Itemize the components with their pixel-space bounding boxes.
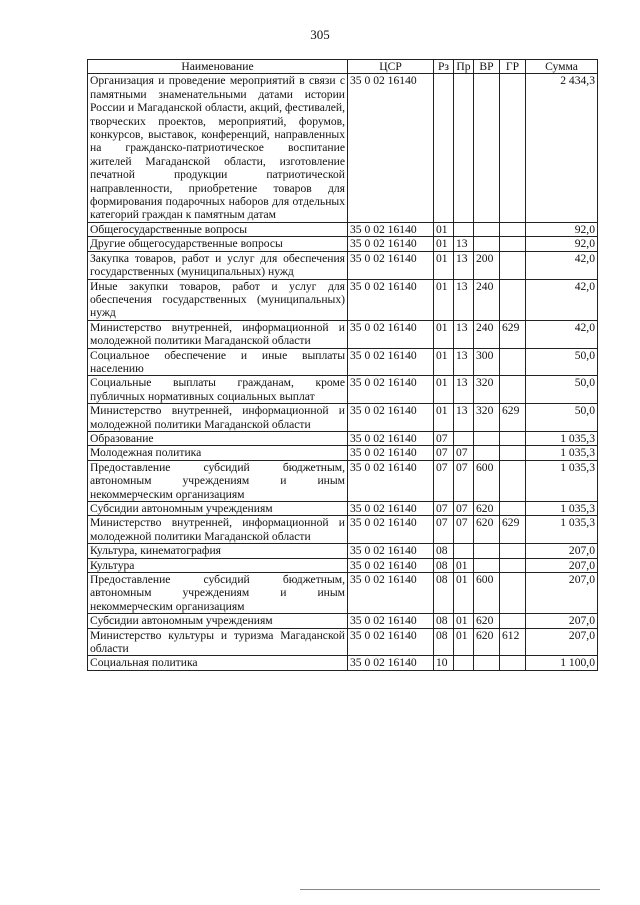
- cell-gr: [500, 544, 526, 558]
- cell-rz: 08: [434, 573, 454, 614]
- cell-pr: 07: [454, 502, 474, 516]
- cell-vr: [474, 656, 500, 670]
- cell-vr: [474, 74, 500, 222]
- table-row: [88, 460, 598, 501]
- cell-rz: 01: [434, 348, 454, 376]
- cell-sum: 1 035,3: [526, 431, 598, 445]
- cell-csr: 35 0 02 16140: [348, 628, 434, 656]
- cell-csr: 35 0 02 16140: [348, 74, 434, 222]
- cell-rz: 01: [434, 237, 454, 251]
- cell-name: Субсидии автономным учреждениям: [88, 614, 348, 628]
- cell-rz: 01: [434, 376, 454, 404]
- cell-pr: [454, 656, 474, 670]
- cell-vr: [474, 431, 500, 445]
- cell-vr: 600: [474, 573, 500, 614]
- cell-pr: [454, 222, 474, 236]
- table-row: [88, 320, 598, 348]
- table-row: [88, 502, 598, 516]
- cell-gr: [500, 502, 526, 516]
- cell-sum: 50,0: [526, 376, 598, 404]
- table-row: [88, 376, 598, 404]
- cell-sum: 42,0: [526, 279, 598, 320]
- table-row: [88, 279, 598, 320]
- cell-vr: 620: [474, 614, 500, 628]
- cell-vr: 620: [474, 502, 500, 516]
- table-row: [88, 251, 598, 279]
- cell-pr: 01: [454, 628, 474, 656]
- cell-pr: [454, 544, 474, 558]
- cell-rz: 01: [434, 404, 454, 432]
- table-row: [88, 222, 598, 236]
- cell-gr: 629: [500, 320, 526, 348]
- cell-name: Министерство внутренней, информационной и молодежной политики Магаданской области: [88, 404, 348, 432]
- cell-pr: 01: [454, 573, 474, 614]
- cell-gr: [500, 74, 526, 222]
- cell-rz: 08: [434, 614, 454, 628]
- header-csr: ЦСР: [348, 60, 434, 74]
- cell-pr: 13: [454, 320, 474, 348]
- cell-name: Молодежная политика: [88, 446, 348, 460]
- cell-pr: 07: [454, 460, 474, 501]
- cell-sum: 207,0: [526, 573, 598, 614]
- cell-pr: 07: [454, 446, 474, 460]
- cell-rz: 07: [434, 502, 454, 516]
- cell-gr: 629: [500, 404, 526, 432]
- table-row: [88, 614, 598, 628]
- cell-name: Общегосударственные вопросы: [88, 222, 348, 236]
- cell-csr: 35 0 02 16140: [348, 222, 434, 236]
- cell-gr: [500, 558, 526, 572]
- cell-sum: 207,0: [526, 558, 598, 572]
- cell-vr: 320: [474, 404, 500, 432]
- cell-csr: 35 0 02 16140: [348, 558, 434, 572]
- cell-pr: [454, 431, 474, 445]
- cell-csr: 35 0 02 16140: [348, 376, 434, 404]
- cell-rz: [434, 74, 454, 222]
- cell-sum: 207,0: [526, 544, 598, 558]
- cell-sum: 92,0: [526, 222, 598, 236]
- table-row: [88, 348, 598, 376]
- cell-name: Субсидии автономным учреждениям: [88, 502, 348, 516]
- cell-pr: 13: [454, 251, 474, 279]
- header-name: Наименование: [88, 60, 348, 74]
- table-header-row: [88, 60, 598, 74]
- cell-sum: 50,0: [526, 404, 598, 432]
- cell-vr: 240: [474, 279, 500, 320]
- cell-gr: [500, 279, 526, 320]
- table-row: [88, 237, 598, 251]
- cell-csr: 35 0 02 16140: [348, 460, 434, 501]
- cell-sum: 207,0: [526, 628, 598, 656]
- cell-csr: 35 0 02 16140: [348, 446, 434, 460]
- header-vr: ВР: [474, 60, 500, 74]
- table-row: [88, 404, 598, 432]
- page-number: 305: [310, 27, 330, 42]
- cell-csr: 35 0 02 16140: [348, 516, 434, 544]
- cell-sum: 42,0: [526, 320, 598, 348]
- cell-rz: 07: [434, 460, 454, 501]
- cell-vr: [474, 544, 500, 558]
- cell-sum: 1 035,3: [526, 446, 598, 460]
- cell-vr: 620: [474, 516, 500, 544]
- cell-rz: 07: [434, 446, 454, 460]
- cell-sum: 1 035,3: [526, 460, 598, 501]
- cell-rz: 07: [434, 431, 454, 445]
- cell-pr: 13: [454, 376, 474, 404]
- cell-name: Министерство внутренней, информационной и молодежной политики Магаданской области: [88, 320, 348, 348]
- header-rz: Рз: [434, 60, 454, 74]
- cell-rz: 01: [434, 251, 454, 279]
- table-row: [88, 431, 598, 445]
- cell-gr: [500, 348, 526, 376]
- cell-name: Социальная политика: [88, 656, 348, 670]
- cell-name: Образование: [88, 431, 348, 445]
- cell-rz: 01: [434, 222, 454, 236]
- cell-pr: 01: [454, 614, 474, 628]
- cell-csr: 35 0 02 16140: [348, 656, 434, 670]
- cell-sum: 2 434,3: [526, 74, 598, 222]
- cell-name: Социальное обеспечение и иные выплаты населению: [88, 348, 348, 376]
- cell-csr: 35 0 02 16140: [348, 573, 434, 614]
- cell-gr: [500, 222, 526, 236]
- cell-pr: 13: [454, 348, 474, 376]
- table-row: [88, 446, 598, 460]
- cell-rz: 08: [434, 558, 454, 572]
- cell-gr: [500, 251, 526, 279]
- cell-name: Организация и проведение мероприятий в связи с памятными знаменательными датами истории России и Магаданской области, акций, фестивалей, творческих проектов, мероприятий, форумов, конкурсов, выставок, конференций, направленных на гражданско-патриотическое воспитание жителей Магаданской области, изготовление печатной продукции патриотической направленности, приобретение товаров для формирования подарочных наборов для отдельных категорий граждан к памятным датам: [88, 74, 348, 222]
- cell-pr: 13: [454, 279, 474, 320]
- table-row: [88, 656, 598, 670]
- cell-csr: 35 0 02 16140: [348, 431, 434, 445]
- cell-gr: [500, 237, 526, 251]
- cell-vr: 300: [474, 348, 500, 376]
- budget-table: [87, 59, 598, 671]
- cell-csr: 35 0 02 16140: [348, 251, 434, 279]
- header-gr: ГР: [500, 60, 526, 74]
- cell-vr: 620: [474, 628, 500, 656]
- cell-rz: 08: [434, 544, 454, 558]
- cell-csr: 35 0 02 16140: [348, 279, 434, 320]
- cell-sum: 42,0: [526, 251, 598, 279]
- table-row: [88, 544, 598, 558]
- cell-csr: 35 0 02 16140: [348, 237, 434, 251]
- cell-sum: 92,0: [526, 237, 598, 251]
- cell-vr: 600: [474, 460, 500, 501]
- cell-vr: 200: [474, 251, 500, 279]
- cell-pr: 01: [454, 558, 474, 572]
- cell-name: Предоставление субсидий бюджетным, автономным учреждениям и иным некоммерческим организациям: [88, 460, 348, 501]
- table-row: [88, 573, 598, 614]
- cell-pr: 13: [454, 404, 474, 432]
- cell-sum: 1 035,3: [526, 516, 598, 544]
- cell-name: Закупка товаров, работ и услуг для обеспечения государственных (муниципальных) нужд: [88, 251, 348, 279]
- cell-pr: [454, 74, 474, 222]
- cell-vr: 320: [474, 376, 500, 404]
- cell-name: Культура, кинематография: [88, 544, 348, 558]
- cell-gr: [500, 460, 526, 501]
- cell-rz: 07: [434, 516, 454, 544]
- cell-sum: 1 100,0: [526, 656, 598, 670]
- cell-sum: 1 035,3: [526, 502, 598, 516]
- cell-gr: [500, 656, 526, 670]
- cell-csr: 35 0 02 16140: [348, 320, 434, 348]
- cell-gr: [500, 446, 526, 460]
- cell-rz: 08: [434, 628, 454, 656]
- cell-name: Предоставление субсидий бюджетным, автономным учреждениям и иным некоммерческим организациям: [88, 573, 348, 614]
- cell-gr: [500, 376, 526, 404]
- cell-vr: 240: [474, 320, 500, 348]
- cell-sum: 207,0: [526, 614, 598, 628]
- cell-gr: 629: [500, 516, 526, 544]
- cell-vr: [474, 558, 500, 572]
- footer-divider: [300, 889, 600, 890]
- cell-name: Министерство внутренней, информационной и молодежной политики Магаданской области: [88, 516, 348, 544]
- cell-vr: [474, 222, 500, 236]
- table-row: [88, 74, 598, 222]
- cell-name: Другие общегосударственные вопросы: [88, 237, 348, 251]
- cell-pr: 07: [454, 516, 474, 544]
- cell-rz: 10: [434, 656, 454, 670]
- cell-csr: 35 0 02 16140: [348, 544, 434, 558]
- cell-rz: 01: [434, 279, 454, 320]
- table-row: [88, 628, 598, 656]
- cell-csr: 35 0 02 16140: [348, 502, 434, 516]
- cell-sum: 50,0: [526, 348, 598, 376]
- cell-rz: 01: [434, 320, 454, 348]
- cell-csr: 35 0 02 16140: [348, 404, 434, 432]
- cell-csr: 35 0 02 16140: [348, 614, 434, 628]
- header-sum: Сумма: [526, 60, 598, 74]
- cell-vr: [474, 237, 500, 251]
- cell-gr: [500, 431, 526, 445]
- cell-name: Иные закупки товаров, работ и услуг для обеспечения государственных (муниципальных) нужд: [88, 279, 348, 320]
- cell-pr: 13: [454, 237, 474, 251]
- cell-name: Социальные выплаты гражданам, кроме публичных нормативных социальных выплат: [88, 376, 348, 404]
- cell-csr: 35 0 02 16140: [348, 348, 434, 376]
- header-pr: Пр: [454, 60, 474, 74]
- cell-name: Министерство культуры и туризма Магаданской области: [88, 628, 348, 656]
- cell-gr: [500, 573, 526, 614]
- cell-gr: 612: [500, 628, 526, 656]
- cell-vr: [474, 446, 500, 460]
- table-row: [88, 558, 598, 572]
- cell-gr: [500, 614, 526, 628]
- cell-name: Культура: [88, 558, 348, 572]
- table-row: [88, 516, 598, 544]
